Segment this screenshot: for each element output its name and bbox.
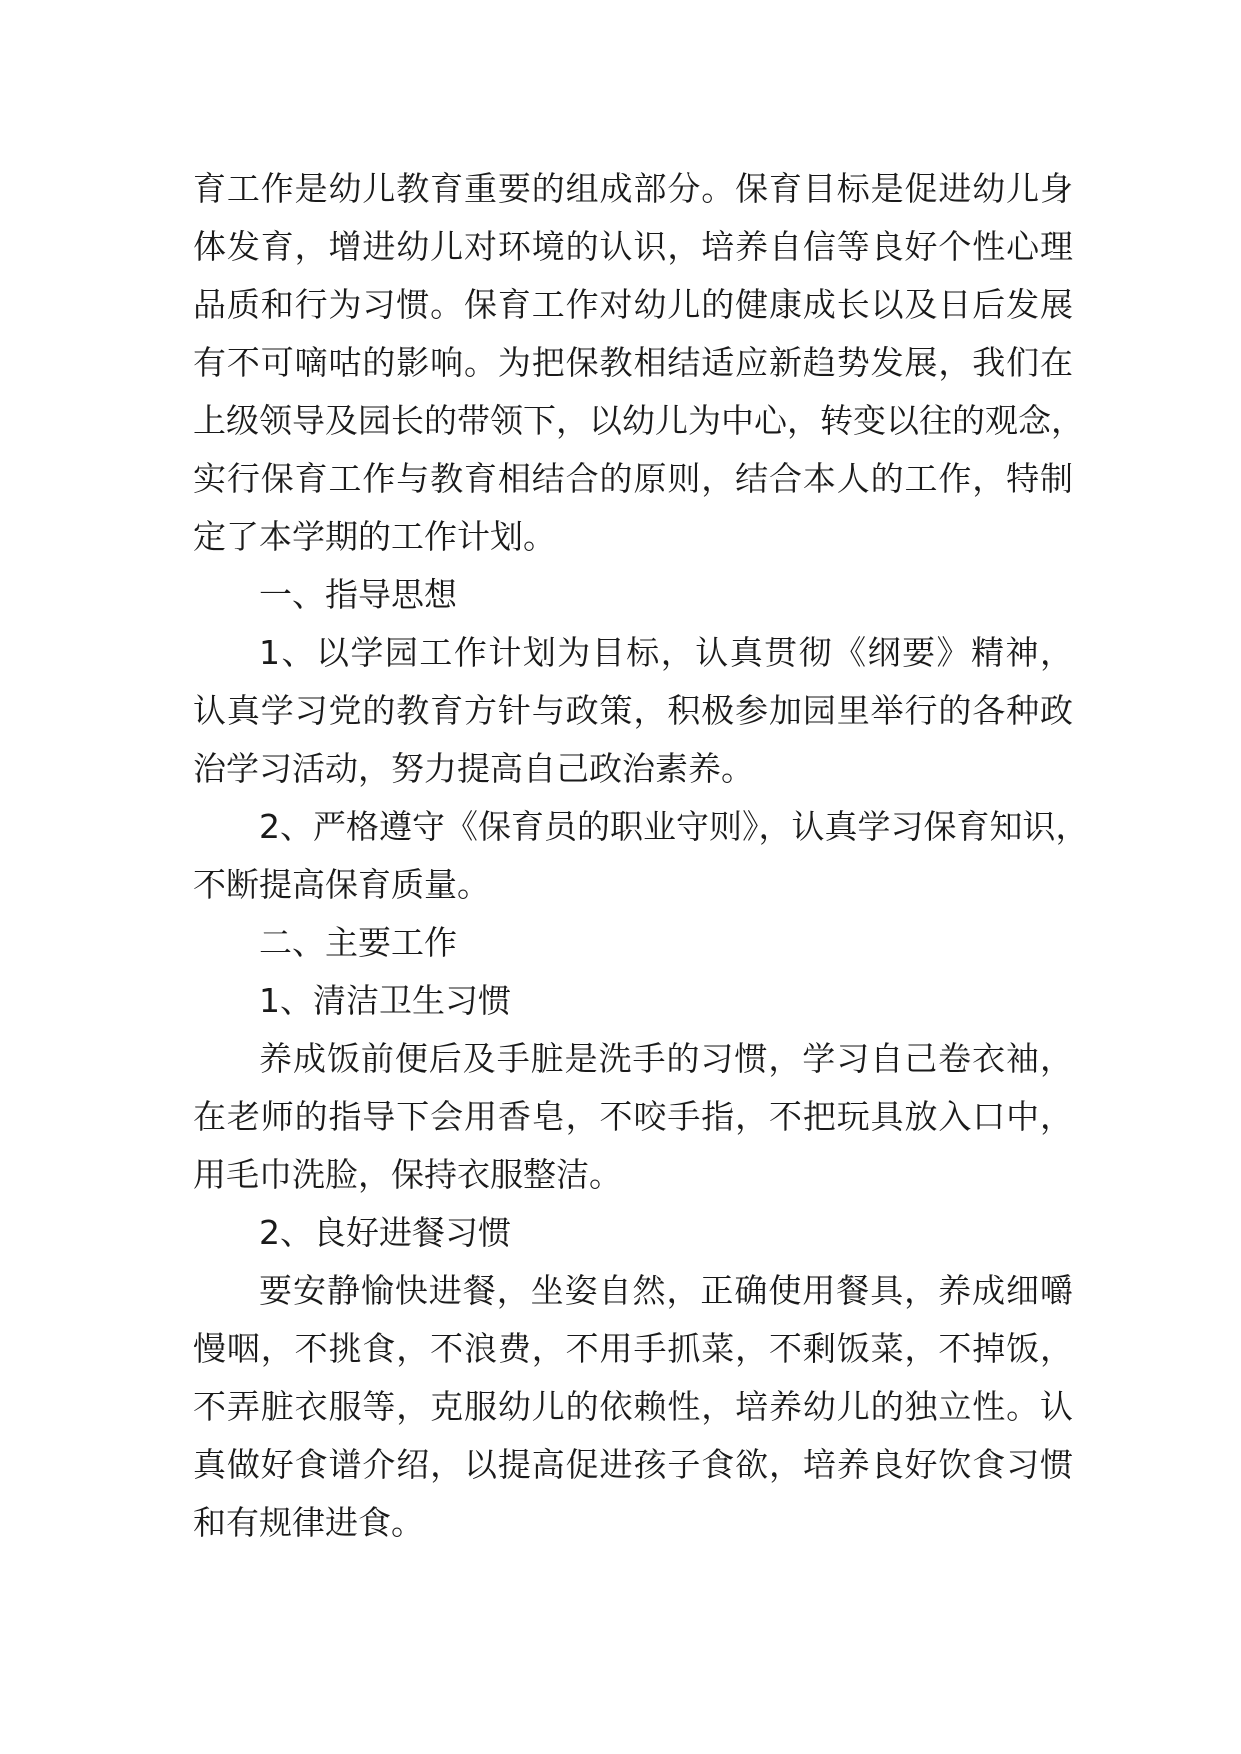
subsection-heading: 1、清洁卫生习惯	[259, 981, 511, 1020]
section-heading: 一、指导思想	[259, 575, 457, 614]
paragraph-line: 育工作是幼儿教育重要的组成部分。保育目标是促进幼儿身	[193, 169, 1073, 208]
paragraph-line: 不断提高保育质量。	[193, 865, 490, 904]
paragraph-line: 品质和行为习惯。保育工作对幼儿的健康成长以及日后发展	[193, 285, 1073, 324]
paragraph-line: 2、严格遵守《保育员的职业守则》，认真学习保育知识，	[259, 807, 1089, 846]
paragraph-line: 和有规律进食。	[193, 1503, 424, 1542]
paragraph-line: 用毛巾洗脸，保持衣服整洁。	[193, 1155, 622, 1194]
paragraph-line: 在老师的指导下会用香皂，不咬手指，不把玩具放入口中，	[193, 1097, 1073, 1136]
paragraph-line: 体发育，增进幼儿对环境的认识，培养自信等良好个性心理	[193, 227, 1073, 266]
subsection-heading: 2、良好进餐习惯	[259, 1213, 511, 1252]
paragraph-line: 定了本学期的工作计划。	[193, 517, 556, 556]
paragraph-line: 不弄脏衣服等，克服幼儿的依赖性，培养幼儿的独立性。认	[193, 1387, 1073, 1426]
paragraph-line: 有不可嘀咕的影响。为把保教相结适应新趋势发展，我们在	[193, 343, 1073, 382]
paragraph-line: 慢咽，不挑食，不浪费，不用手抓菜，不剩饭菜，不掉饭，	[193, 1329, 1073, 1368]
paragraph-line: 要安静愉快进餐，坐姿自然，正确使用餐具，养成细嚼	[259, 1271, 1073, 1310]
paragraph-line: 养成饭前便后及手脏是洗手的习惯，学习自己卷衣袖，	[259, 1039, 1073, 1078]
section-heading: 二、主要工作	[259, 923, 457, 962]
paragraph-line: 真做好食谱介绍，以提高促进孩子食欲，培养良好饮食习惯	[193, 1445, 1073, 1484]
paragraph-line: 治学习活动，努力提高自己政治素养。	[193, 749, 754, 788]
paragraph-line: 认真学习党的教育方针与政策，积极参加园里举行的各种政	[193, 691, 1073, 730]
paragraph-line: 1、以学园工作计划为目标，认真贯彻《纲要》精神，	[259, 633, 1073, 672]
paragraph-line: 上级领导及园长的带领下，以幼儿为中心，转变以往的观念，	[193, 401, 1084, 440]
paragraph-line: 实行保育工作与教育相结合的原则，结合本人的工作，特制	[193, 459, 1073, 498]
